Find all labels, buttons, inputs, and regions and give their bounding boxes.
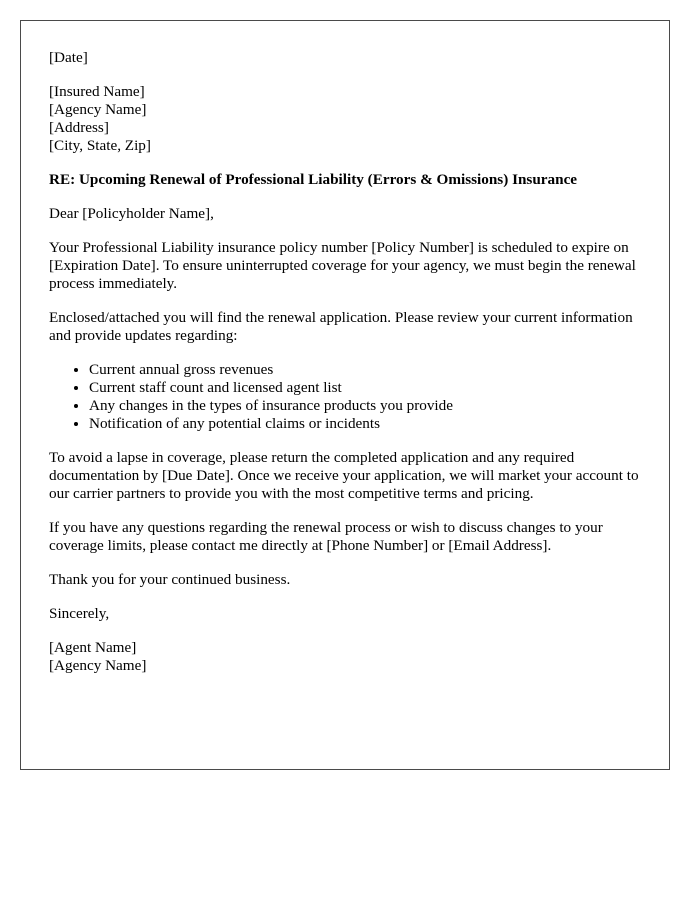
closing-thanks: Thank you for your continued business. xyxy=(49,571,291,588)
paragraph-return-application: To avoid a lapse in coverage, please return the completed application and any required documentation by [Due Date]. Once we receive your application, we will market your account to our carrier partners to provide you with the most competitive terms and pricing. xyxy=(49,449,639,502)
subject-line: RE: Upcoming Renewal of Professional Liability (Errors & Omissions) Insurance xyxy=(49,171,578,188)
signoff: Sincerely, xyxy=(49,605,110,622)
recipient-agency: [Agency Name] xyxy=(49,101,147,118)
recipient-address-block xyxy=(49,83,649,155)
letter-date xyxy=(49,49,649,67)
update-items-list xyxy=(49,361,649,433)
paragraph-policy-expiration: Your Professional Liability insurance policy number [Policy Number] is scheduled to expire on [Expiration Date]. To ensure uninterrupted coverage for your agency, we must begin the renewal process immediately. xyxy=(49,239,636,292)
agent-name: [Agent Name] xyxy=(49,639,137,656)
paragraph-renewal-application: Enclosed/attached you will find the renewal application. Please review your current information and provide updates regarding: xyxy=(49,309,633,344)
date-text: [Date] xyxy=(49,49,88,66)
paragraph-contact: If you have any questions regarding the renewal process or wish to discuss changes to your coverage limits, please contact me directly at [Phone Number] or [Email Address]. xyxy=(49,519,603,554)
salutation: Dear [Policyholder Name], xyxy=(49,205,214,222)
letter-page xyxy=(20,20,670,770)
list-item: • Current staff count and licensed agent list xyxy=(89,379,649,397)
list-item: • Any changes in the types of insurance products you provide xyxy=(89,397,649,415)
signature-agency-name: [Agency Name] xyxy=(49,657,147,674)
recipient-name: [Insured Name] xyxy=(49,83,145,100)
recipient-address: [Address] xyxy=(49,119,109,136)
recipient-city-state-zip: [City, State, Zip] xyxy=(49,137,151,154)
list-item: • Current annual gross revenues xyxy=(89,361,649,379)
signature-block xyxy=(49,639,649,675)
list-item: • Notification of any potential claims or incidents xyxy=(89,415,649,433)
